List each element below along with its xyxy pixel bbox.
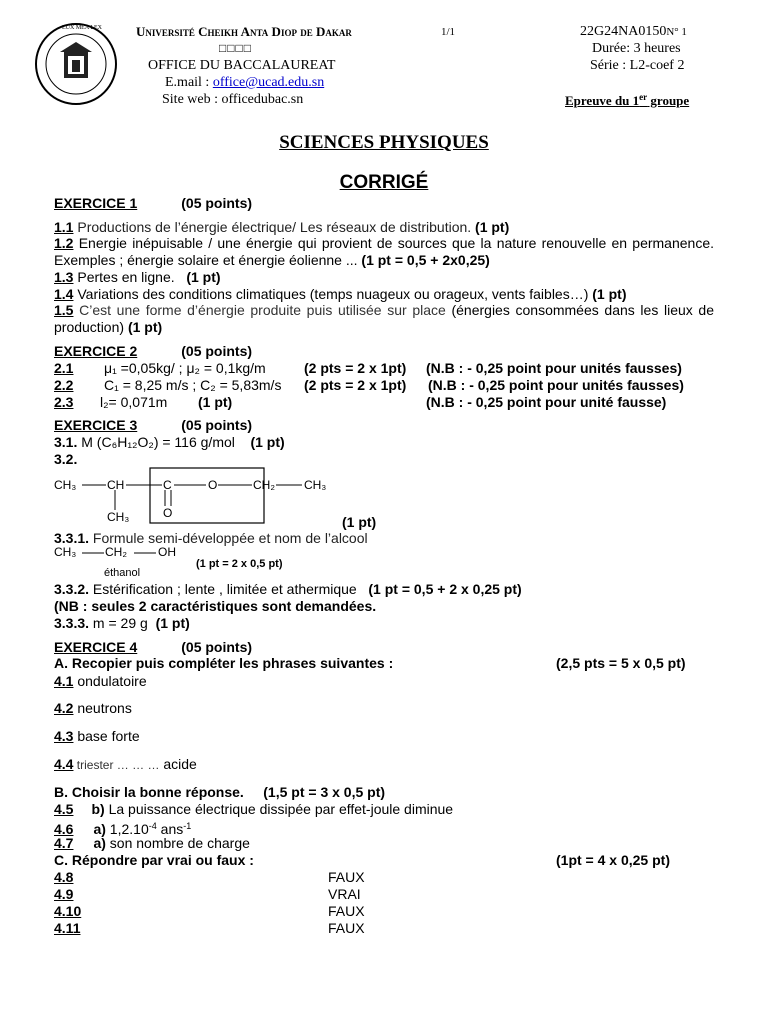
q3-2-points: (1 pt): [342, 514, 377, 530]
ex4-part-a: A. Recopier puis compléter les phrases suivantes : (2,5 pts = 5 x 0,5 pt): [54, 655, 686, 671]
ex4-part-c: C. Répondre par vrai ou faux : (1pt = 4 x 0,25 pt): [54, 852, 670, 868]
logo-text: LUX MEA LEX: [62, 25, 102, 31]
university-name: Université Cheikh Anta Diop de Dakar: [136, 24, 352, 39]
email-link[interactable]: office@ucad.edu.sn: [212, 75, 325, 90]
q3-2-label: 3.2.: [54, 451, 78, 467]
q4-3: 4.3 base forte: [54, 728, 140, 744]
page-subtitle: CORRIGÉ: [339, 172, 429, 193]
q1-1: 1.1 Productions de l’énergie électrique/ Les réseaux de distribution. (1 pt): [54, 219, 510, 235]
q3-3-2: 3.3.2. Estérification ; lente , limitée et athermique (1 pt = 0,5 + 2 x 0,25 pt): [54, 581, 522, 597]
q1-3: 1.3 Pertes en ligne. (1 pt): [54, 269, 221, 285]
page-title: SCIENCES PHYSIQUES: [279, 132, 489, 153]
formula-ch3-branch: CH₃: [107, 510, 130, 524]
university-logo: [34, 22, 118, 106]
q4-4: 4.4 triester … … … acide: [54, 756, 197, 772]
website: Site web : officedubac.sn: [162, 92, 304, 107]
formula-ch: CH: [107, 478, 125, 492]
q1-5: 1.5 C’est une forme d’énergie produite puis utilisée sur place (énergies consommées dans les lieux de production) (1 pt): [54, 302, 715, 335]
alcohol-name: éthanol: [104, 567, 141, 579]
tf-item: 4.10 FAUX: [54, 903, 365, 919]
formula-ch3-right: CH₃: [304, 478, 327, 492]
q3-1: 3.1. M (C₆H₁₂O₂) = 116 g/mol (1 pt): [54, 434, 285, 450]
q4-6: 4.6 a) $1,2.10^{-4}$ ans$^{-1}$: [54, 821, 192, 837]
header-boxes: □□□□: [219, 41, 252, 55]
alcohol-points: (1 pt = 2 x 0,5 pt): [196, 558, 283, 570]
ex2-heading: EXERCICE 2 (05 points): [54, 343, 253, 359]
epreuve: Epreuve du 1er groupe: [565, 92, 690, 108]
formula-ch3-left: CH₃: [54, 478, 77, 492]
q4-7: 4.7 a) son nombre de charge: [54, 835, 250, 851]
q3-3-3: 3.3.3. m = 29 g (1 pt): [54, 615, 190, 631]
formula-ch2: CH₂: [253, 478, 275, 492]
ex1-heading: EXERCICE 1 (05 points): [54, 195, 253, 211]
alcohol-oh: OH: [158, 545, 176, 559]
q4-5: 4.5 b) La puissance électrique dissipée par effet-joule diminue: [54, 801, 454, 817]
ex3-heading: EXERCICE 3 (05 points): [54, 417, 253, 433]
q1-2: 1.2 Energie inépuisable / une énergie qui provient de sources que la nature renouvelle en permanence. Exemples ; énergie solaire et énergie éolienne ... (1 pt = 0,5 + 2x0,25): [54, 235, 714, 268]
formula-o-double: O: [163, 506, 173, 520]
tf-item: 4.8 FAUX: [54, 869, 365, 885]
q1-4: 1.4 Variations des conditions climatiques (temps nuageux ou orageux, vents faibles…) (1 pt): [54, 286, 627, 302]
alcohol-ch3: CH₃: [54, 545, 77, 559]
office-name: OFFICE DU BACCALAUREAT: [148, 58, 336, 73]
ex3-nb: (NB : seules 2 caractéristiques sont demandées.: [54, 598, 377, 614]
series: Série : L2-coef 2: [590, 58, 685, 73]
formula-o: O: [208, 478, 218, 492]
q3-3-1: 3.3.1. Formule semi-développée et nom de l’alcool: [54, 530, 368, 546]
duration: Durée: 3 heures: [592, 41, 681, 56]
alcohol-ch2: CH₂: [105, 545, 127, 559]
page-number: 1/1: [441, 26, 456, 38]
tf-item: 4.11 FAUX: [54, 920, 365, 936]
tf-item: 4.9 VRAI: [54, 886, 361, 902]
formula-c: C: [163, 478, 172, 492]
ester-formula: [54, 466, 354, 526]
alcohol-formula: [54, 545, 314, 580]
exam-code: 22G24NA0150N° 1: [580, 24, 687, 39]
email-line: E.mail : office@ucad.edu.sn: [165, 75, 325, 90]
ex4-heading: EXERCICE 4 (05 points): [54, 639, 253, 655]
ex4-part-b: B. Choisir la bonne réponse. (1,5 pt = 3 x 0,5 pt): [54, 784, 386, 800]
q4-2: 4.2 neutrons: [54, 700, 132, 716]
q4-1: 4.1 ondulatoire: [54, 673, 147, 689]
